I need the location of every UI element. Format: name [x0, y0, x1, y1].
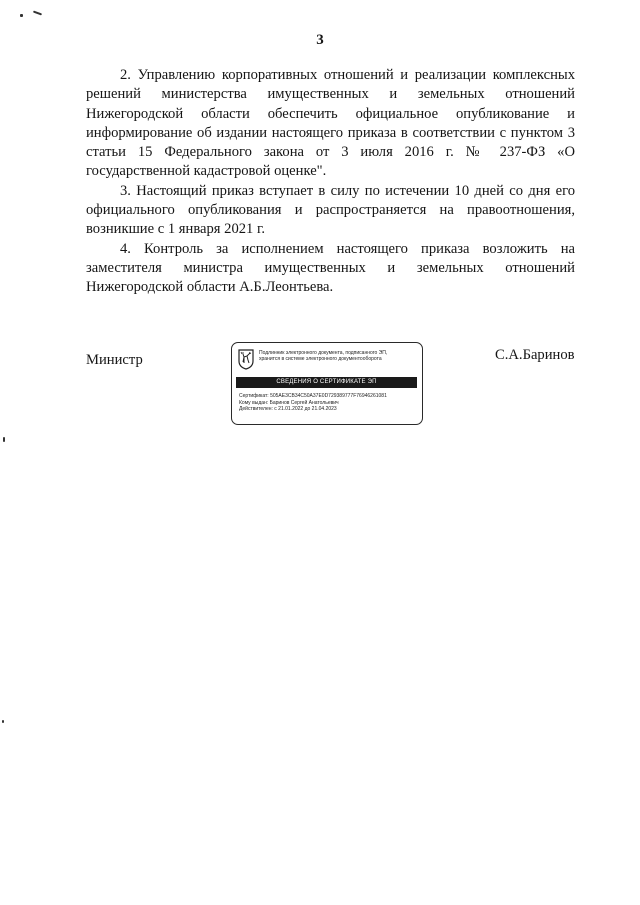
paragraph-4: 4. Контроль за исполнением настоящего приказа возложить на заместителя министра имущественных и земельных отношений Нижегородской области А.Б.Леонтьева. — [86, 240, 575, 296]
certificate-details — [239, 393, 419, 413]
certificate-number: Сертификат: 505AE3CB34C50A37E0D729389777F76946261081 — [239, 393, 387, 399]
stamp-notice — [259, 350, 419, 362]
page-number: 3 — [316, 32, 324, 48]
e-signature-stamp — [231, 342, 423, 425]
signatory-name: С.А.Баринов — [495, 347, 575, 363]
paragraph-2: 2. Управлению корпоративных отношений и реализации комплексных решений министерства имущественных и земельных отношений Нижегородской области обеспечить официальное опубликование и информирование об издании настоящего приказа в соответствии с пунктом 3 статьи 15 Федерального закона от 3 июля 2016 г. № 237-ФЗ «О государственной кадастровой оценке". — [86, 67, 575, 180]
paragraph-3: 3. Настоящий приказ вступает в силу по истечении 10 дней со дня его официального опубликования и распространяется на правоотношения, возникшие с 1 января 2021 г. — [86, 182, 575, 238]
order-text — [86, 66, 575, 298]
stamp-notice-line-1: Подлинник электронного документа, подписанного ЭП, — [259, 350, 388, 356]
certificate-owner: Кому выдан: Баринов Сергей Анатольевич — [239, 399, 339, 406]
certificate-validity: Действителен: с 21.01.2022 до 21.04.2023 — [239, 406, 337, 412]
signatory-title: Министр — [86, 352, 143, 368]
coat-of-arms-icon — [238, 349, 254, 370]
stamp-notice-line-2: хранится в системе электронного документооборота — [259, 356, 382, 362]
stamp-header: СВЕДЕНИЯ О СЕРТИФИКАТЕ ЭП — [236, 377, 417, 388]
